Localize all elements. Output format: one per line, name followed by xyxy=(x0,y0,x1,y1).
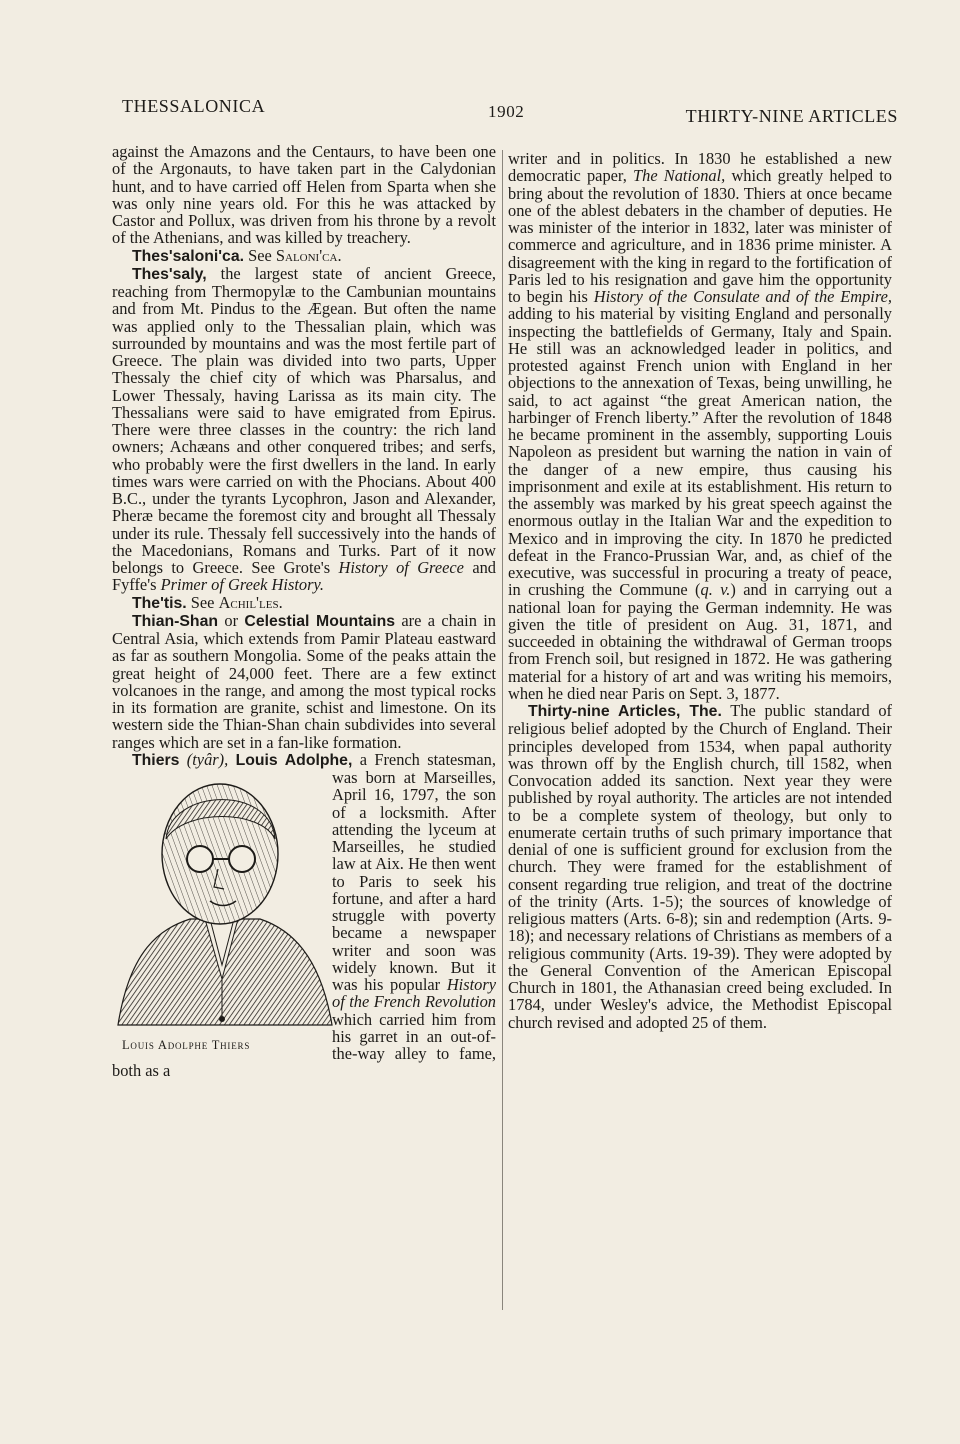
cross-reference: Achil'les. xyxy=(218,592,283,612)
portrait-engraving xyxy=(110,769,334,1031)
book-title: History of the French Revolution xyxy=(332,975,496,1012)
entry-text: adding to his material by visiting England and personally inspecting the battlefields of Germany, Italy and Spain. He still was an acknowledged leader in politics, and protested against French union with England in her objections to the annexation of Texas, being unwilling, he said, to act against “the great American nation, the harbinger of French liberty.” After the revolution of 1848 he became prominent in the assembly, supporting Louis Napoleon as president but warning the nation in vain of the danger of a new empire, thus causing his imprisonment and exile at its establishment. His return to the assembly was marked by his great speech against the enormous outlay in the Italian War and the expedition to Mexico and in improving the city. In 1870 he predicted defeat in the Franco-Prussian War, and, as chief of the executive, was successful in procuring a treaty of peace, in crushing the Commune ( xyxy=(508,304,892,600)
headword: Celestial Mountains xyxy=(244,612,396,630)
entry-thirty-nine-articles xyxy=(508,702,892,1031)
entry-text: the largest state of ancient Greece, reaching from Thermopylæ to the Cambunian mountains and from Mt. Pindus to the Ægean. But often the name was applied only to the Thessalian plain, which was surrounded by mountains and was the most fertile part of Greece. The plain was divided into two parts, Upper Thessaly the chief city of which was Pharsalus, and Lower Thessaly, having Larissa as its main city. The Thessalians were said to have emigrated from Epirus. There were three classes in the country: the rich land owners; Achæans and other conquered tribes; and serfs, who probably were the first dwellers in the land. In early times wars were carried on with the Phocians. About 400 B.C., under the tyrants Lycophron, Jason and Alexander, Pheræ became the foremost city and brought all Thessaly under its rule. Thessaly fell successively into the hands of the Macedonians, Romans and Turks. Part of it now belongs to Greece. See Grote's xyxy=(112,263,496,577)
see-text: See xyxy=(248,245,272,265)
page-number: 1902 xyxy=(488,102,525,121)
column-divider xyxy=(502,150,503,1310)
portrait-figure xyxy=(110,769,334,1055)
see-text: See xyxy=(190,592,215,612)
entry-thian-shan xyxy=(112,612,496,751)
book-title: Primer of Greek History. xyxy=(160,575,324,595)
headword: Thes'saly, xyxy=(132,265,207,283)
pronunciation: (tyâr), xyxy=(186,749,229,769)
book-title: History of the Consulate and of the Empire, xyxy=(593,287,892,306)
portrait-caption: Louis Adolphe Thiers xyxy=(122,1038,251,1052)
headword-name: Louis Adolphe, xyxy=(235,751,353,769)
entry-text: are a chain in Central Asia, which extends from Pamir Plateau eastward as far as southern Mongolia. Some of the peaks attain the great height of 24,000 feet. There are a few extinct volcanoes in the range, and among the most typical rocks in its formation are granite, schist and limestone. On its western side the Thian-Shan chain subdivides into several ranges which are set in a fan-like formation. xyxy=(112,610,496,752)
entry-text: or xyxy=(218,610,245,630)
newspaper-title: The National, xyxy=(633,166,726,186)
achilles-continuation: against the Amazons and the Centaurs, to have been one of the Argonauts, to have taken part in the Calydonian hunt, and to have carried off Helen from Sparta when she was only nine years old. For this he was attacked by Castor and Pollux, was driven from his throne by a revolt of the Athenians, and was killed by treachery. xyxy=(112,142,496,248)
entry-text: which greatly helped to bring about the revolution of 1830. Thiers at once became one of the ablest debaters in the chamber of deputies. He was minister of the interior in 1832, later was minister of commerce and agriculture, and in 1836 prime minister. A disagreement with the king in regard to the fortification of Paris led to his resignation and gave him the opportunity to begin his xyxy=(508,166,892,306)
entry-thessalonica xyxy=(112,247,496,265)
headword: Thian-Shan xyxy=(132,612,219,630)
entry-text: which carried him from his garret in an out-of-the-way alley to fame, both as a xyxy=(112,1009,496,1081)
headword: Thirty-nine Articles, The. xyxy=(528,703,722,720)
entry-text: writer and in politics. In 1830 he established a new democratic paper, xyxy=(508,149,892,186)
cross-reference: Saloni'ca. xyxy=(275,245,342,265)
running-head-left: THESSALONICA xyxy=(122,96,266,116)
headword: Thiers xyxy=(132,751,180,769)
headword: Thes'saloni'ca. xyxy=(132,247,244,265)
entry-text: ) and in carrying out a national loan for paying the German indemnity. He was given the title of president on Aug. 31, 1871, and succeeded in obtaining the withdrawal of German troops from French soil, but resigned in 1872. He was gathering material for a history of art and was writing his memoirs, when he died near Paris on Sept. 3, 1877. xyxy=(508,580,893,703)
headword: The'tis. xyxy=(132,594,187,612)
entry-text-before-portrait: a French statesman, was born at Marseilles, April 16, 1797, the son of a locksmith. After attending the lyceum at Marseilles, he studied law at Aix. He then went to Paris to seek his fortune, and after a hard struggle with poverty became a newspaper writer and soon was widely known. But it was his popular xyxy=(332,749,496,994)
entry-text: The public standard of religious belief adopted by the Church of England. Their principles developed from 1534, when papal authority was thrown off by the English church, till 1582, when Convocation added its sanction. Next year they were published by royal authority. The articles are not intended to be a complete system of theology, but only to enumerate certain truths of such primary importance that denial of one is sufficient ground for exclusion from the church. They were framed for the establishment of consent regarding true religion, and treat of the doctrine of the trinity (Arts. 1-5); the sources of knowledge of religious matters (Arts. 6-8); sin and redemption (Arts. 9-18); and necessary relations of Christians as members of a religious community (Arts. 19-39). They were adopted by the General Convention of the American Episcopal Church in 1801, the Athanasian creed being excluded. In 1784, under Wesley's advice, the Methodist Episcopal church revised and adopted 25 of them. xyxy=(508,701,892,1032)
right-column xyxy=(508,150,892,1031)
quod-vide: q. v. xyxy=(700,580,731,600)
entry-thessaly xyxy=(112,265,496,594)
book-title: History of Greece xyxy=(338,558,464,577)
entry-text: and Fyffe's xyxy=(112,558,496,595)
thiers-continuation xyxy=(508,150,892,702)
running-head-right: THIRTY-NINE ARTICLES xyxy=(685,106,898,126)
entry-thetis xyxy=(112,594,496,612)
